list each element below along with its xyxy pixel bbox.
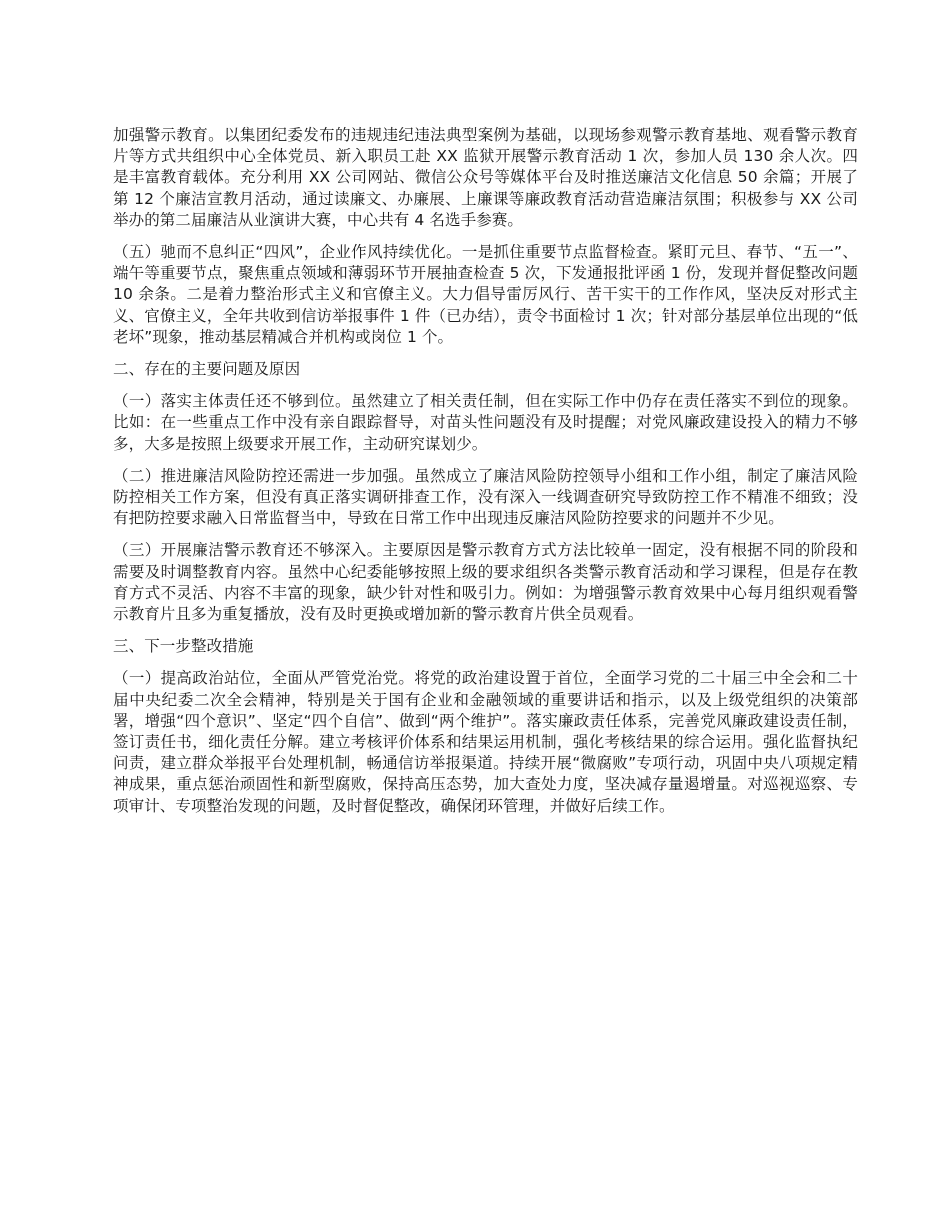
section-heading-problems: 二、存在的主要问题及原因 <box>113 360 301 379</box>
paragraph-measure-political: （一）提高政治站位，全面从严管党治党。将党的政治建设置于首位，全面学习党的二十届三中全会和二十届中央纪委二次全会精神，特别是关于国有企业和金融领域的重要讲话和指示，以及上级党组织的决策部署，增强“四个意识”、坚定“四个自信”、做到“两个维护”。落实廉政责任体系，完善党风廉政建设责任制，签订责任书，细化责任分解。建立考核评价体系和结果运用机制，强化考核结果的综合运用。强化监督执纪问责，建立群众举报平台处理机制，畅通信访举报渠道。持续开展“微腐败”专项行动，巩固中央八项规定精神成果，重点惩治顽固性和新型腐败，保持高压态势，加大查处力度，坚决减存量遏增量。对巡视巡察、专项审计、专项整治发现的问题，及时督促整改，确保闭环管理，并做好后续工作。 <box>113 669 858 815</box>
paragraph-problem-risk-control: （二）推进廉洁风险防控还需进一步加强。虽然成立了廉洁风险防控领导小组和工作小组，制定了廉洁风险防控相关工作方案，但没有真正落实调研排查工作，没有深入一线调查研究导致防控工作不精准不细致；没有把防控要求融入日常监督当中，导致在日常工作中出现违反廉洁风险防控要求的问题并不少见。 <box>113 466 858 528</box>
document-body <box>113 125 858 828</box>
section-heading-measures: 三、下一步整改措施 <box>113 637 254 656</box>
paragraph-problem-education: （三）开展廉洁警示教育还不够深入。主要原因是警示教育方式方法比较单一固定，没有根据不同的阶段和需要及时调整教育内容。虽然中心纪委能够按照上级的要求组织各类警示教育活动和学习课程，但是存在教育方式不灵活、内容不丰富的现象，缺少针对性和吸引力。例如：为增强警示教育效果中心每月组织观看警示教育片且多为重复播放，没有及时更换或增加新的警示教育片供全员观看。 <box>113 541 858 624</box>
paragraph-warning-education: 加强警示教育。以集团纪委发布的违规违纪违法典型案例为基础，以现场参观警示教育基地、观看警示教育片等方式共组织中心全体党员、新入职员工赴 XX 监狱开展警示教育活动 1 次，参加人员 130 余人次。四是丰富教育载体。充分利用 XX 公司网站、微信公众号等媒体平台及时推送廉洁文化信息 50 余篇；开展了第 12 个廉洁宣教月活动，通过读廉文、办廉展、上廉课等廉政教育活动营造廉洁氛围；积极参与 XX 公司举办的第二届廉洁从业演讲大赛，中心共有 4 名选手参赛。 <box>113 126 858 229</box>
paragraph-four-winds: （五）驰而不息纠正“四风”，企业作风持续优化。一是抓住重要节点监督检查。紧盯元旦、春节、“五一”、端午等重要节点，聚焦重点领域和薄弱环节开展抽查检查 5 次，下发通报批评函 1 份，发现并督促整改问题 10 余条。二是着力整治形式主义和官僚主义。大力倡导雷厉风行、苦干实干的工作作风，坚决反对形式主义、官僚主义，全年共收到信访举报事件 1 件（已办结），责令书面检讨 1 次；针对部分基层单位出现的“低老坏”现象，推动基层精减合并机构或岗位 1 个。 <box>113 243 858 346</box>
paragraph-problem-responsibility: （一）落实主体责任还不够到位。虽然建立了相关责任制，但在实际工作中仍存在责任落实不到位的现象。比如：在一些重点工作中没有亲自跟踪督导，对苗头性问题没有及时提醒；对党风廉政建设投入的精力不够多，大多是按照上级要求开展工作，主动研究谋划少。 <box>113 392 858 453</box>
